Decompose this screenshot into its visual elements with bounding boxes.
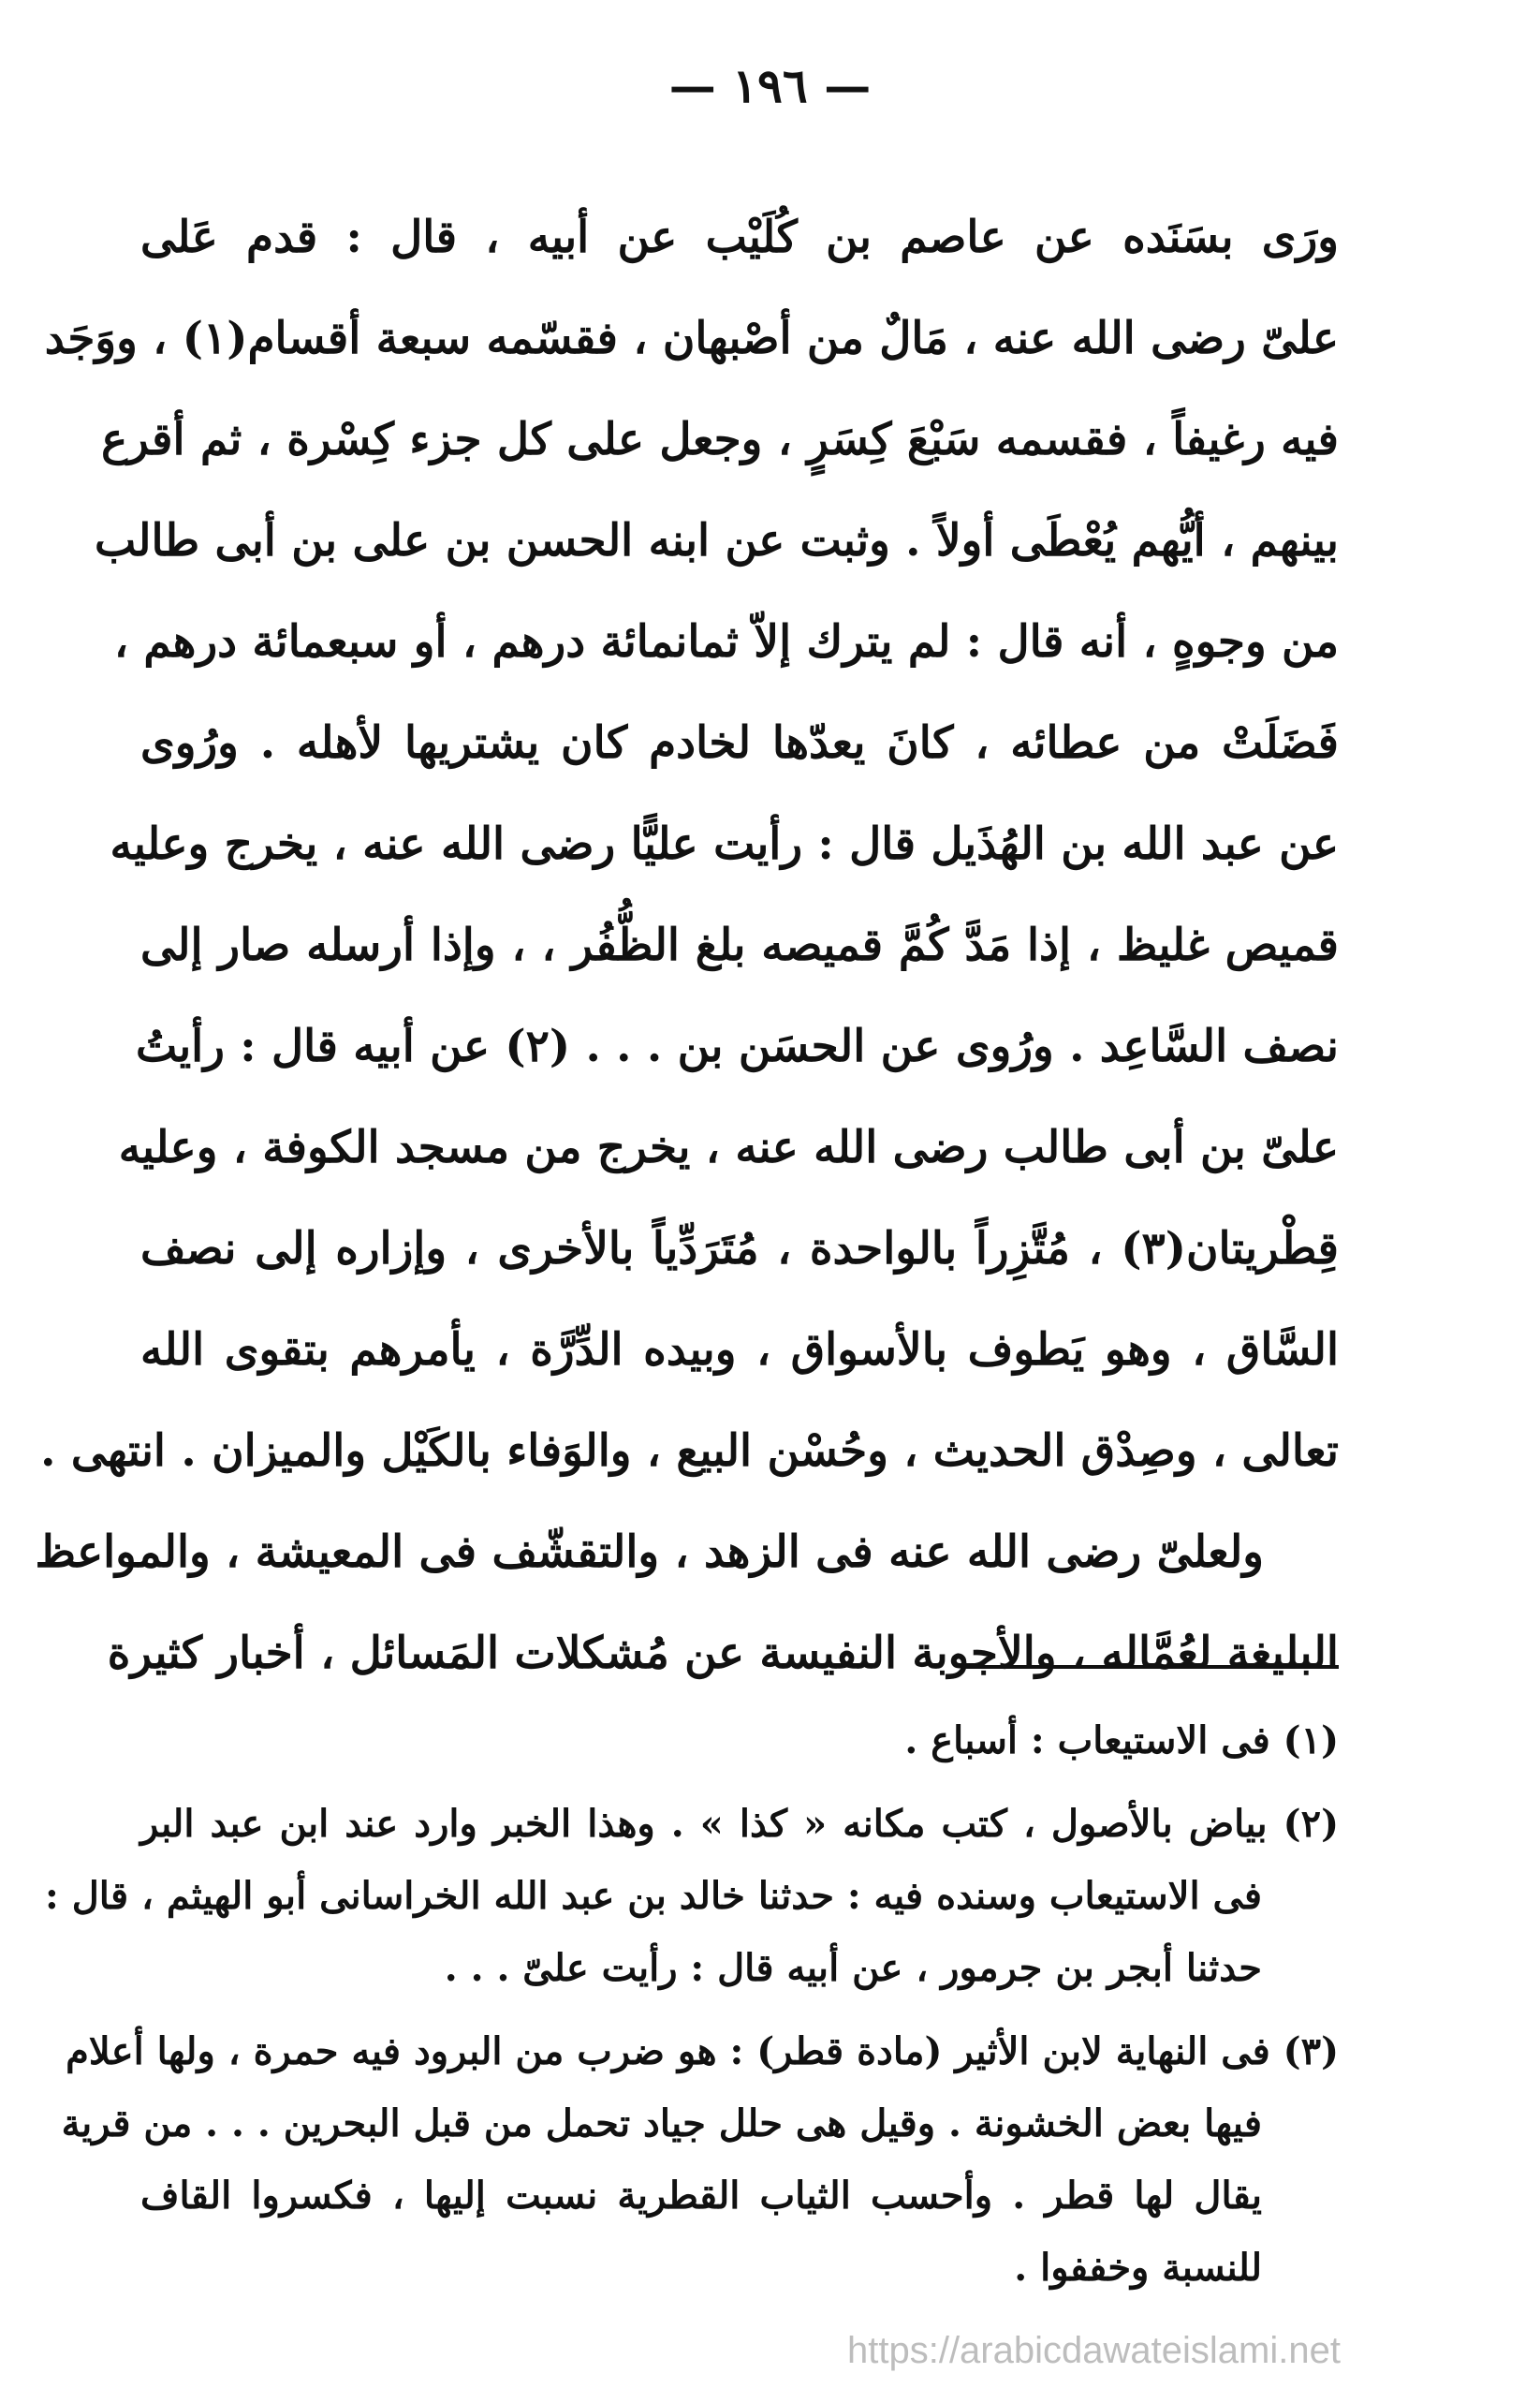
- body-line: قِطْريتان(٣) ، مُتَّزِراً بالواحدة ، مُتَرَدِّياً بالأخرى ، وإزاره إلى نصف: [140, 1223, 1339, 1275]
- body-line: ورَى بسَنَده عن عاصم بن كُلَيْب عن أبيه ، قال : قدم عَلى: [140, 212, 1339, 263]
- footnote-line: (١) فى الاستيعاب : أسباع .: [904, 1718, 1339, 1762]
- body-line: السَّاق ، وهو يَطوف بالأسواق ، وبيده الدِّرَّة ، يأمرهم بتقوى الله: [140, 1324, 1339, 1376]
- footnote-line: يقال لها قطر . وأحسب الثياب القطرية نسبت إليها ، فكسروا القاف: [140, 2174, 1262, 2218]
- footnote-line: حدثنا أبجر بن جرمور ، عن أبيه قال : رأيت علىّ . . .: [444, 1946, 1262, 1990]
- body-line: نصف السَّاعِد . ورُوى عن الحسَن بن . . . (٢) عن أبيه قال : رأيتُ: [135, 1021, 1339, 1072]
- body-line: بينهم ، أيُّهم يُعْطَى أولاً . وثبت عن ابنه الحسن بن على بن أبى طالب: [94, 515, 1339, 567]
- body-line: ولعلىّ رضى الله عنه فى الزهد ، والتقشّف فى المعيشة ، والمواعظ: [35, 1526, 1264, 1578]
- page-number: — ١٩٦ —: [668, 58, 872, 113]
- body-line: علىّ رضى الله عنه ، مَالٌ من أصْبهان ، فقسّمه سبعة أقسام(١) ، ووَجَد: [44, 313, 1339, 364]
- body-line: من وجوهٍ ، أنه قال : لم يترك إلاّ ثمانمائة درهم ، أو سبعمائة درهم ،: [113, 616, 1339, 668]
- footnote-line: (٣) فى النهاية لابن الأثير (مادة قطر) : هو ضرب من البرود فيه حمرة ، ولها أعلام: [66, 2029, 1339, 2073]
- footnote: [140, 1704, 1339, 1776]
- footnote-gap: [140, 2004, 1339, 2015]
- footnote-line: للنسبة وخففوا .: [1014, 2246, 1262, 2290]
- footnote-gap: [140, 1776, 1339, 1788]
- body-text: [35, 187, 1339, 1704]
- body-line: البليغة لعُمَّاله ، والأجوبة النفيسة عن مُشكلات المَسائل ، أخبار كثيرة: [107, 1628, 1339, 1679]
- footnotes: [45, 1704, 1339, 2304]
- body-line: فيه رغيفاً ، فقسمه سَبْعَ كِسَرٍ ، وجعل على كل جزء كِسْرة ، ثم أقرع: [101, 414, 1339, 465]
- body-line: علىّ بن أبى طالب رضى الله عنه ، يخرج من مسجد الكوفة ، وعليه: [118, 1122, 1339, 1173]
- watermark-url: https://arabicdawateislami.net: [847, 2330, 1341, 2371]
- footnote-divider: [964, 1665, 1339, 1669]
- footnote: [61, 2015, 1339, 2304]
- footnote: [45, 1788, 1339, 2004]
- footnote-line: (٢) بياض بالأصول ، كتب مكانه « كذا » . وهذا الخبر وارد عند ابن عبد البر: [140, 1802, 1339, 1846]
- body-line: تعالى ، وصِدْق الحديث ، وحُسْن البيع ، والوَفاء بالكَيْل والميزان . انتهى .: [40, 1425, 1339, 1477]
- footnote-line: فى الاستيعاب وسنده فيه : حدثنا خالد بن عبد الله الخراسانى أبو الهيثم ، قال :: [45, 1874, 1262, 1918]
- body-line: فَضَلَتْ من عطائه ، كانَ يعدّها لخادم كان يشتريها لأهله . ورُوى: [140, 717, 1339, 769]
- body-line: قميص غليظ ، إذا مَدَّ كُمَّ قميصه بلغ الظُّفُر ، ، وإذا أرسله صار إلى: [140, 920, 1339, 971]
- footnote-line: فيها بعض الخشونة . وقيل هى حلل جياد تحمل من قبل البحرين . . . من قرية: [61, 2101, 1262, 2145]
- body-line: عن عبد الله بن الهُذَيل قال : رأيت عليًّا رضى الله عنه ، يخرج وعليه: [110, 818, 1339, 870]
